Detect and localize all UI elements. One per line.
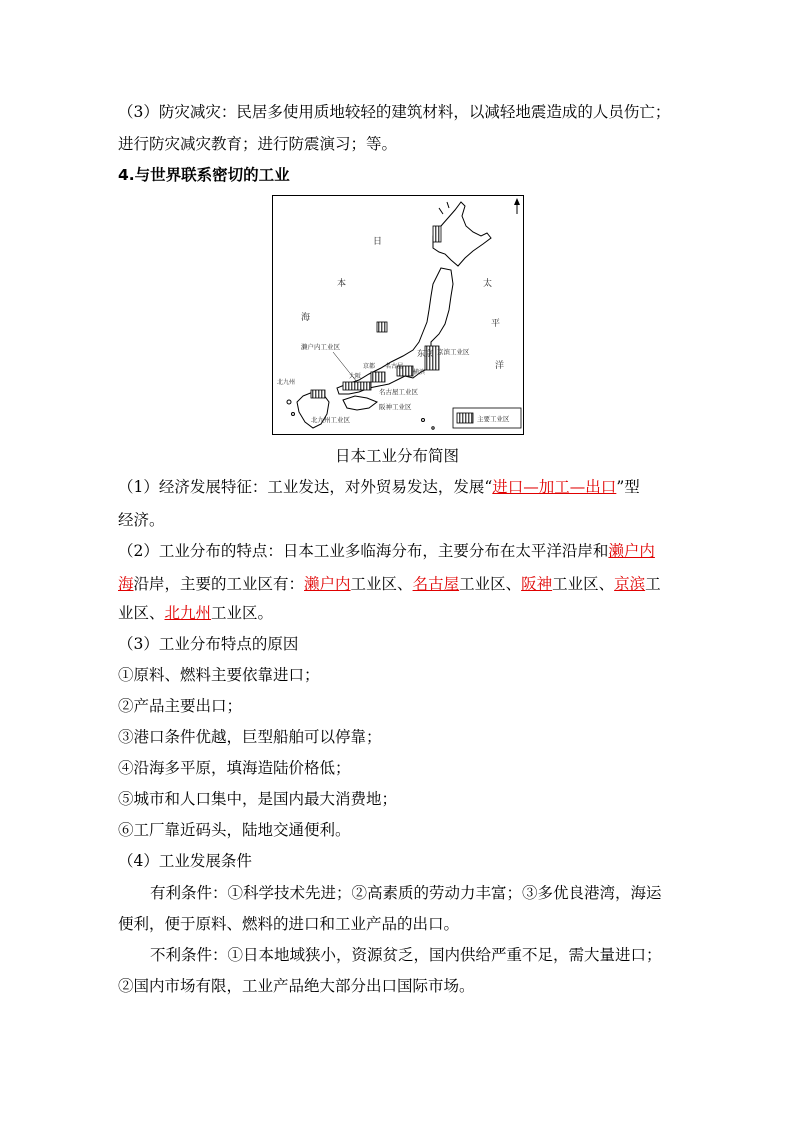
intro-line-2: 进行防灾减灾教育；进行防震演习；等。 — [118, 135, 398, 153]
label-kitakyushu: 北九州工业区 — [311, 416, 350, 424]
shikoku-shape — [343, 396, 377, 410]
label-nagoya-city: 名古屋 — [385, 363, 404, 370]
legend-label: 主要工业区 — [477, 415, 510, 423]
p4-title: （4）工业发展条件 — [118, 852, 252, 870]
label-ocean-yang: 洋 — [495, 361, 505, 371]
label-tokyo: 东京 — [417, 349, 433, 358]
p4-favorable-line-2: 便利，便于原料、燃料的进口和工业产品的出口。 — [118, 915, 460, 933]
label-yokohama: 横滨 — [413, 369, 426, 376]
p2-line-1: （2）工业分布的特点：日本工业多临海分布，主要分布在太平洋沿岸和濑户内 — [118, 542, 655, 560]
intro-line-1: （3）防灾减灾：民居多使用质地较轻的建筑材料，以减轻地震造成的人员伤亡； — [118, 103, 671, 121]
label-keihin: 京滨工业区 — [437, 348, 470, 356]
japan-industry-map — [272, 195, 524, 435]
label-nagoya: 名古屋工业区 — [379, 388, 418, 396]
highlight-setouchi-1b: 海 — [118, 575, 134, 593]
highlight-setouchi-2: 濑户内 — [304, 575, 351, 593]
map-svg — [273, 196, 523, 434]
label-sea-ben: 本 — [337, 279, 347, 289]
label-sea-ri: 日 — [373, 237, 383, 247]
setouchi-zone — [343, 382, 371, 390]
p1-line-2: 经济。 — [118, 511, 165, 529]
p4-unfavorable-line-1: 不利条件：①日本地域狭小，资源贫乏，国内供给严重不足，需大量进口； — [150, 946, 662, 964]
p2-line-3: 业区、北九州工业区。 — [118, 604, 274, 622]
highlight-hanshin: 阪神 — [521, 575, 553, 593]
label-kyoto: 京都 — [363, 363, 376, 370]
p4-favorable-line-1: 有利条件：①科学技术先进；②高素质的劳动力丰富；③多优良港湾，海运 — [150, 884, 662, 902]
highlight-kitakyushu: 北九州 — [164, 604, 212, 622]
p3-item: ③港口条件优越，巨型船舶可以停靠； — [118, 728, 382, 746]
highlight-nagoya: 名古屋 — [412, 575, 460, 593]
highlight-setouchi-1: 濑户内 — [608, 542, 655, 560]
label-ocean-tai: 太 — [483, 279, 493, 289]
label-osaka: 大阪 — [349, 373, 362, 380]
map-caption: 日本工业分布简图 — [334, 447, 459, 465]
label-hanshin: 阪神工业区 — [379, 403, 412, 411]
p1-line-1: （1）经济发展特征：工业发达，对外贸易发达，发展“进口—加工—出口”型 — [118, 478, 640, 496]
hanshin-zone — [371, 372, 385, 382]
highlight-import-process-export: 进口—加工—出口 — [492, 478, 617, 496]
north-arrow-icon — [514, 198, 520, 214]
label-kitakyushu-city: 北九州 — [277, 379, 296, 386]
map-legend — [453, 408, 521, 428]
label-ocean-ping: 平 — [491, 319, 501, 329]
p3-item: ⑤城市和人口集中，是国内最大消费地； — [118, 790, 398, 808]
section-title: 4.与世界联系密切的工业 — [118, 166, 290, 184]
p3-title: （3）工业分布特点的原因 — [118, 635, 299, 653]
label-sea-hai: 海 — [301, 313, 311, 323]
label-setouchi: 濑户内工业区 — [301, 343, 340, 351]
kitakyushu-zone — [311, 390, 325, 398]
p3-item: ②产品主要出口； — [118, 697, 243, 715]
p4-unfavorable-line-2: ②国内市场有限，工业产品绝大部分出口国际市场。 — [118, 977, 475, 995]
p3-item: ④沿海多平原，填海造陆价格低； — [118, 759, 351, 777]
p2-line-2: 海沿岸，主要的工业区有：濑户内工业区、名古屋工业区、阪神工业区、京滨工 — [118, 575, 661, 593]
p3-item: ①原料、燃料主要依靠进口； — [118, 666, 320, 684]
highlight-keihin: 京滨 — [614, 575, 646, 593]
p3-item: ⑥工厂靠近码头，陆地交通便利。 — [118, 821, 351, 839]
